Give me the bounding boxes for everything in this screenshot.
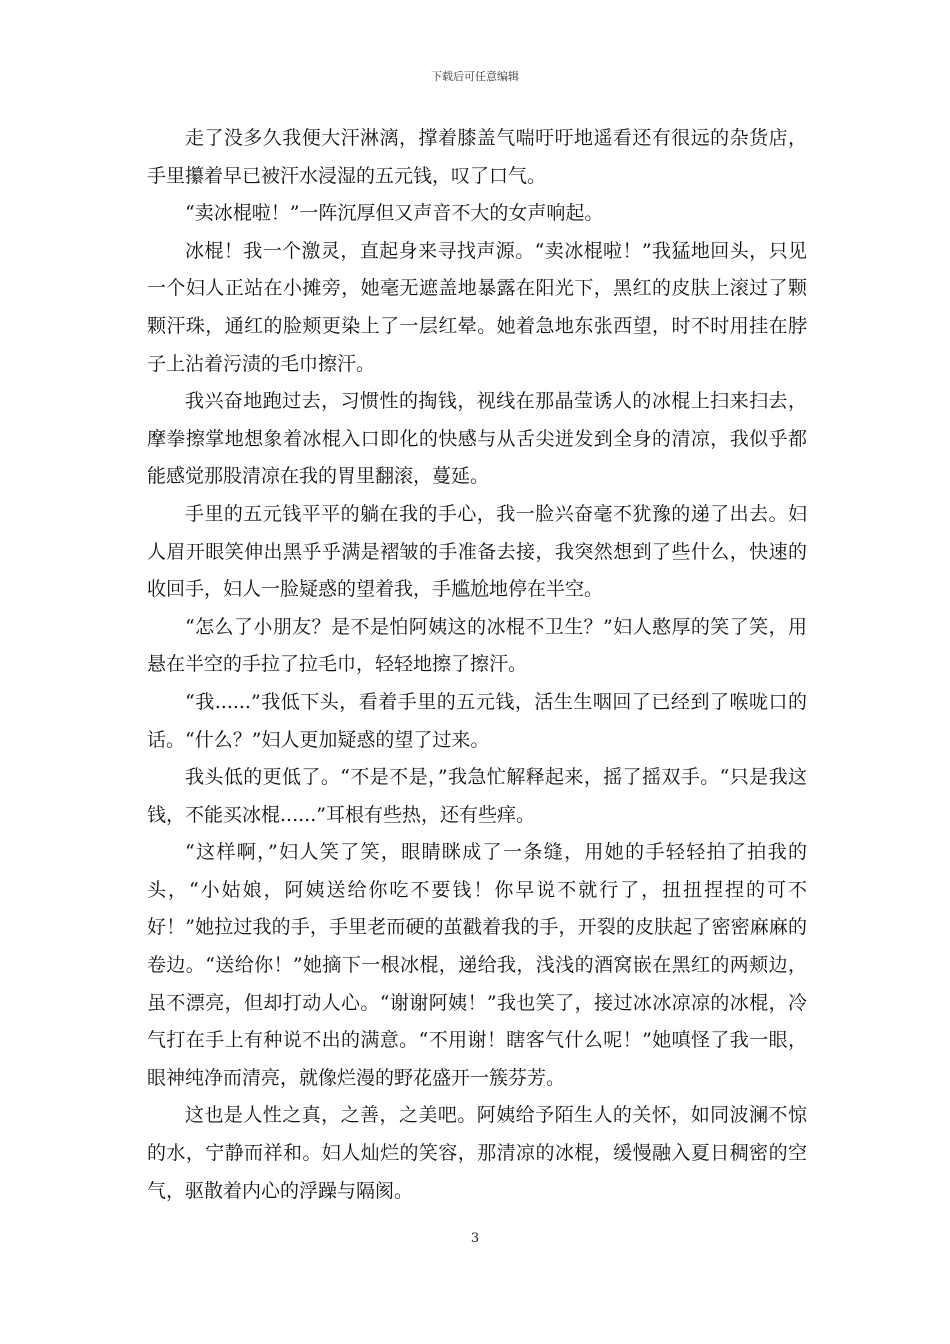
page-number: 3	[470, 1231, 480, 1246]
paragraph: 走了没多久我便大汗淋漓，撑着膝盖气喘吁吁地遥看还有很远的杂货店，手里攥着早已被汗水浸湿的五元钱，叹了口气。	[147, 127, 807, 187]
paragraph: 我头低的更低了。“不是不是，”我急忙解释起来，摇了摇双手。“只是我这钱，不能买冰棍......”耳根有些热，还有些痒。	[147, 766, 807, 826]
paragraph: “卖冰棍啦！”一阵沉厚但又声音不大的女声响起。	[185, 202, 604, 225]
paragraph: 我兴奋地跑过去，习惯性的掏钱，视线在那晶莹诱人的冰棍上扫来扫去，摩拳擦掌地想象着冰棍入口即化的快感与从舌尖迸发到全身的清凉，我似乎都能感觉那股清凉在我的胃里翻滚，蔓延。	[147, 390, 807, 488]
paragraph: “怎么了小朋友？是不是怕阿姨这的冰棍不卫生？”妇人憨厚的笑了笑，用悬在半空的手拉了拉毛巾，轻轻地擦了擦汗。	[147, 615, 807, 676]
paragraph: 这也是人性之真，之善，之美吧。阿姨给予陌生人的关怀，如同波澜不惊的水，宁静而祥和。妇人灿烂的笑容，那清凉的冰棍，缓慢融入夏日稠密的空气，驱散着内心的浮躁与隔阂。	[147, 1104, 807, 1202]
paragraph: “这样啊，”妇人笑了笑，眼睛眯成了一条缝，用她的手轻轻拍了拍我的头，“小姑娘，阿姨送给你吃不要钱！你早说不就行了，扭扭捏捏的可不好！”她拉过我的手，手里老而硬的茧戳着我的手，开裂的皮肤起了密密麻麻的卷边。“送给你！”她摘下一根冰棍，递给我，浅浅的酒窝嵌在黑红的两颊边，虽不漂亮，但却打动人心。“谢谢阿姨！”我也笑了，接过冰冰凉凉的冰棍，冷气打在手上有种说不出的满意。“不用谢！瞎客气什么呢！”她嗔怪了我一眼，眼神纯净而清亮，就像烂漫的野花盛开一簇芬芳。	[147, 841, 807, 1089]
paragraph: 冰棍！我一个激灵，直起身来寻找声源。“卖冰棍啦！”我猛地回头，只见一个妇人正站在小摊旁，她毫无遮盖地暴露在阳光下，黑红的皮肤上滚过了颗颗汗珠，通红的脸颊更染上了一层红晕。她着急地东张西望，时不时用挂在脖子上沾着污渍的毛巾擦汗。	[147, 239, 807, 375]
paragraph: “我......”我低下头，看着手里的五元钱，活生生咽回了已经到了喉咙口的话。“什么？”妇人更加疑惑的望了过来。	[147, 690, 807, 751]
document-body	[147, 120, 807, 1210]
paragraph: 手里的五元钱平平的躺在我的手心，我一脸兴奋毫不犹豫的递了出去。妇人眉开眼笑伸出黑乎乎满是褶皱的手准备去接，我突然想到了些什么，快速的收回手，妇人一脸疑惑的望着我，手尴尬地停在半空。	[147, 502, 807, 601]
page-header: 下载后可任意编辑	[431, 70, 519, 83]
